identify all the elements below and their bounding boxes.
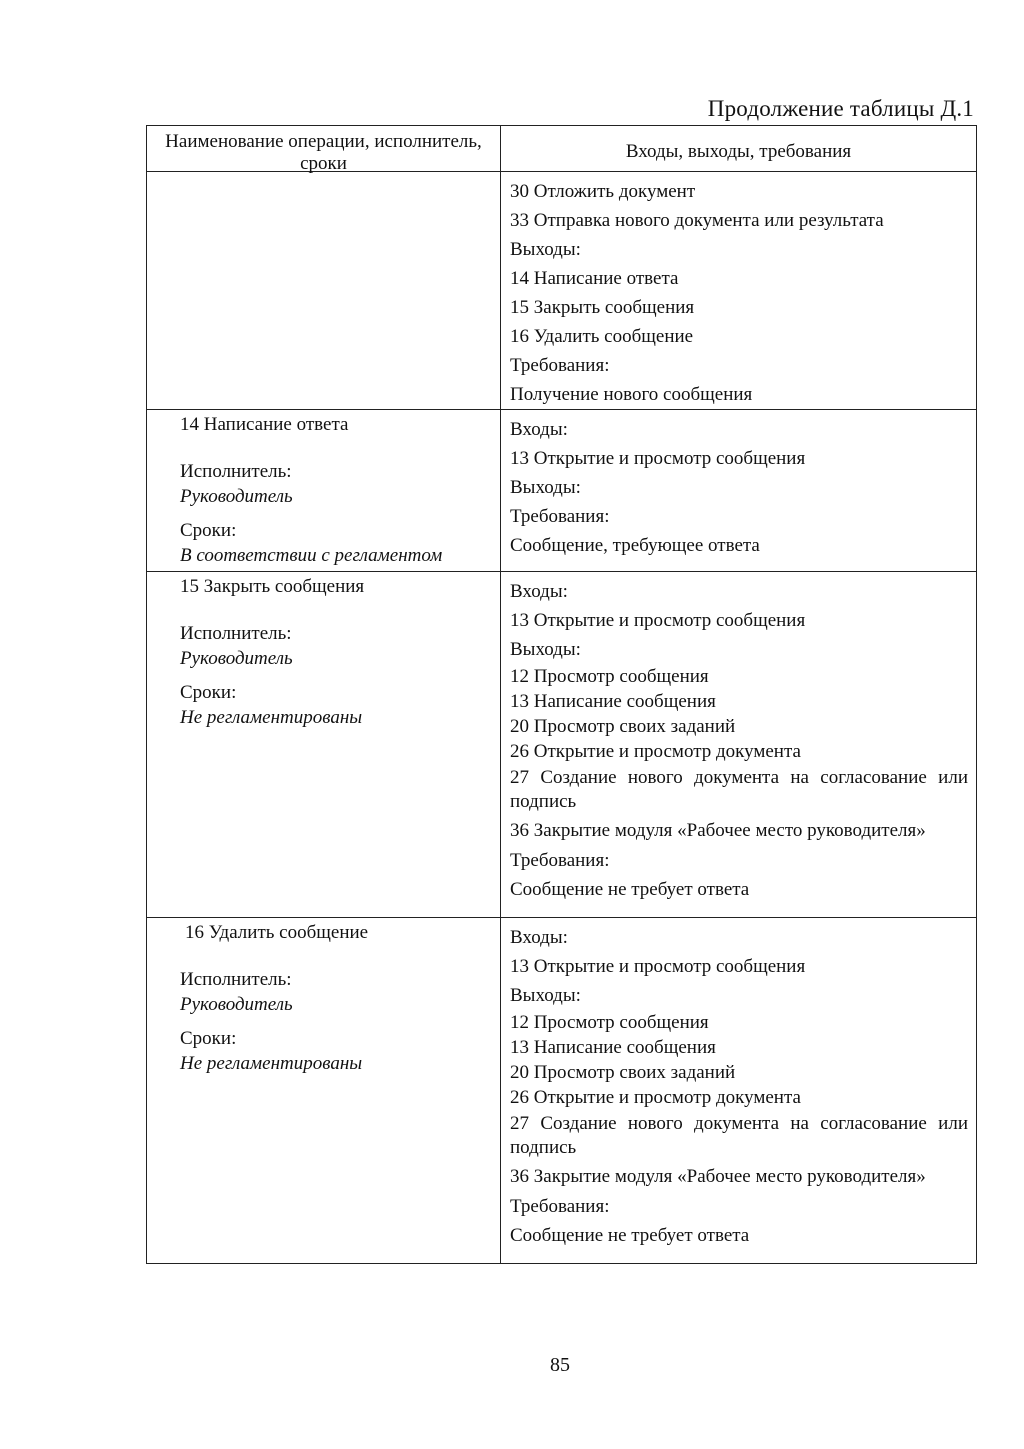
table-caption: Продолжение таблицы Д.1 <box>707 96 974 121</box>
operation-cell <box>147 918 501 1264</box>
io-line: Получение нового сообщения <box>510 384 753 405</box>
io-line: 20 Просмотр своих заданий <box>510 1062 736 1083</box>
io-line: 36 Закрытие модуля «Рабочее место руководителя» <box>510 820 926 841</box>
io-line: Сообщение не требует ответа <box>510 879 750 900</box>
deadline-value: В соответствии с регламентом <box>180 545 443 566</box>
deadline-label: Сроки: <box>180 520 237 541</box>
io-line: Требования: <box>510 355 610 376</box>
executor-label: Исполнитель: <box>180 969 292 990</box>
io-cell <box>501 572 977 918</box>
io-line: 30 Отложить документ <box>510 181 696 202</box>
io-line: Выходы: <box>510 477 581 498</box>
io-line: Входы: <box>510 927 568 948</box>
executor-label: Исполнитель: <box>180 623 292 644</box>
table-row <box>147 410 977 572</box>
executor-value: Руководитель <box>180 648 293 669</box>
page-number: 85 <box>550 1354 570 1376</box>
operations-table <box>146 125 977 1264</box>
io-line: 15 Закрыть сообщения <box>510 297 695 318</box>
header-operation-text: Наименование операции, исполнитель, сроки <box>165 131 482 174</box>
deadline-value: Не регламентированы <box>180 707 363 728</box>
io-line: Входы: <box>510 581 568 602</box>
operation-cell <box>147 172 501 410</box>
operation-cell <box>147 572 501 918</box>
io-line: Требования: <box>510 506 610 527</box>
io-line: Выходы: <box>510 985 581 1006</box>
executor-value: Руководитель <box>180 486 293 507</box>
io-line: Выходы: <box>510 239 581 260</box>
operation-cell <box>147 410 501 572</box>
table-row <box>147 172 977 410</box>
io-line: 33 Отправка нового документа или результата <box>510 210 884 231</box>
io-line: 26 Открытие и просмотр документа <box>510 741 801 762</box>
io-line: 13 Открытие и просмотр сообщения <box>510 448 806 469</box>
operation-title: 14 Написание ответа <box>180 414 349 435</box>
io-line: 13 Открытие и просмотр сообщения <box>510 956 806 977</box>
io-line: Требования: <box>510 1196 610 1217</box>
io-line: Сообщение не требует ответа <box>510 1225 750 1246</box>
io-line: Сообщение, требующее ответа <box>510 535 760 556</box>
io-line: 16 Удалить сообщение <box>510 326 694 347</box>
io-line: 13 Написание сообщения <box>510 1037 716 1058</box>
io-cell <box>501 172 977 410</box>
deadline-label: Сроки: <box>180 1028 237 1049</box>
io-line: Выходы: <box>510 639 581 660</box>
table-row <box>147 918 977 1264</box>
header-io-text: Входы, выходы, требования <box>625 141 852 162</box>
operation-title: 15 Закрыть сообщения <box>180 576 365 597</box>
header-io <box>501 126 977 172</box>
operation-title: 16 Удалить сообщение <box>185 922 369 943</box>
io-line: 13 Написание сообщения <box>510 691 716 712</box>
table-row <box>147 572 977 918</box>
io-line: 14 Написание ответа <box>510 268 679 289</box>
deadline-value: Не регламентированы <box>180 1053 363 1074</box>
header-operation <box>147 126 501 172</box>
io-line: 27 Создание нового документа на согласование или подпись <box>510 1113 968 1158</box>
io-line: 36 Закрытие модуля «Рабочее место руководителя» <box>510 1166 926 1187</box>
io-line: 12 Просмотр сообщения <box>510 666 709 687</box>
io-cell <box>501 410 977 572</box>
io-line: 26 Открытие и просмотр документа <box>510 1087 801 1108</box>
io-line: Требования: <box>510 850 610 871</box>
executor-label: Исполнитель: <box>180 461 292 482</box>
io-line: 20 Просмотр своих заданий <box>510 716 736 737</box>
io-cell <box>501 918 977 1264</box>
io-line: 12 Просмотр сообщения <box>510 1012 709 1033</box>
io-line: 13 Открытие и просмотр сообщения <box>510 610 806 631</box>
io-line: Входы: <box>510 419 568 440</box>
table-header-row <box>147 126 977 172</box>
deadline-label: Сроки: <box>180 682 237 703</box>
io-line: 27 Создание нового документа на согласование или подпись <box>510 767 968 812</box>
executor-value: Руководитель <box>180 994 293 1015</box>
